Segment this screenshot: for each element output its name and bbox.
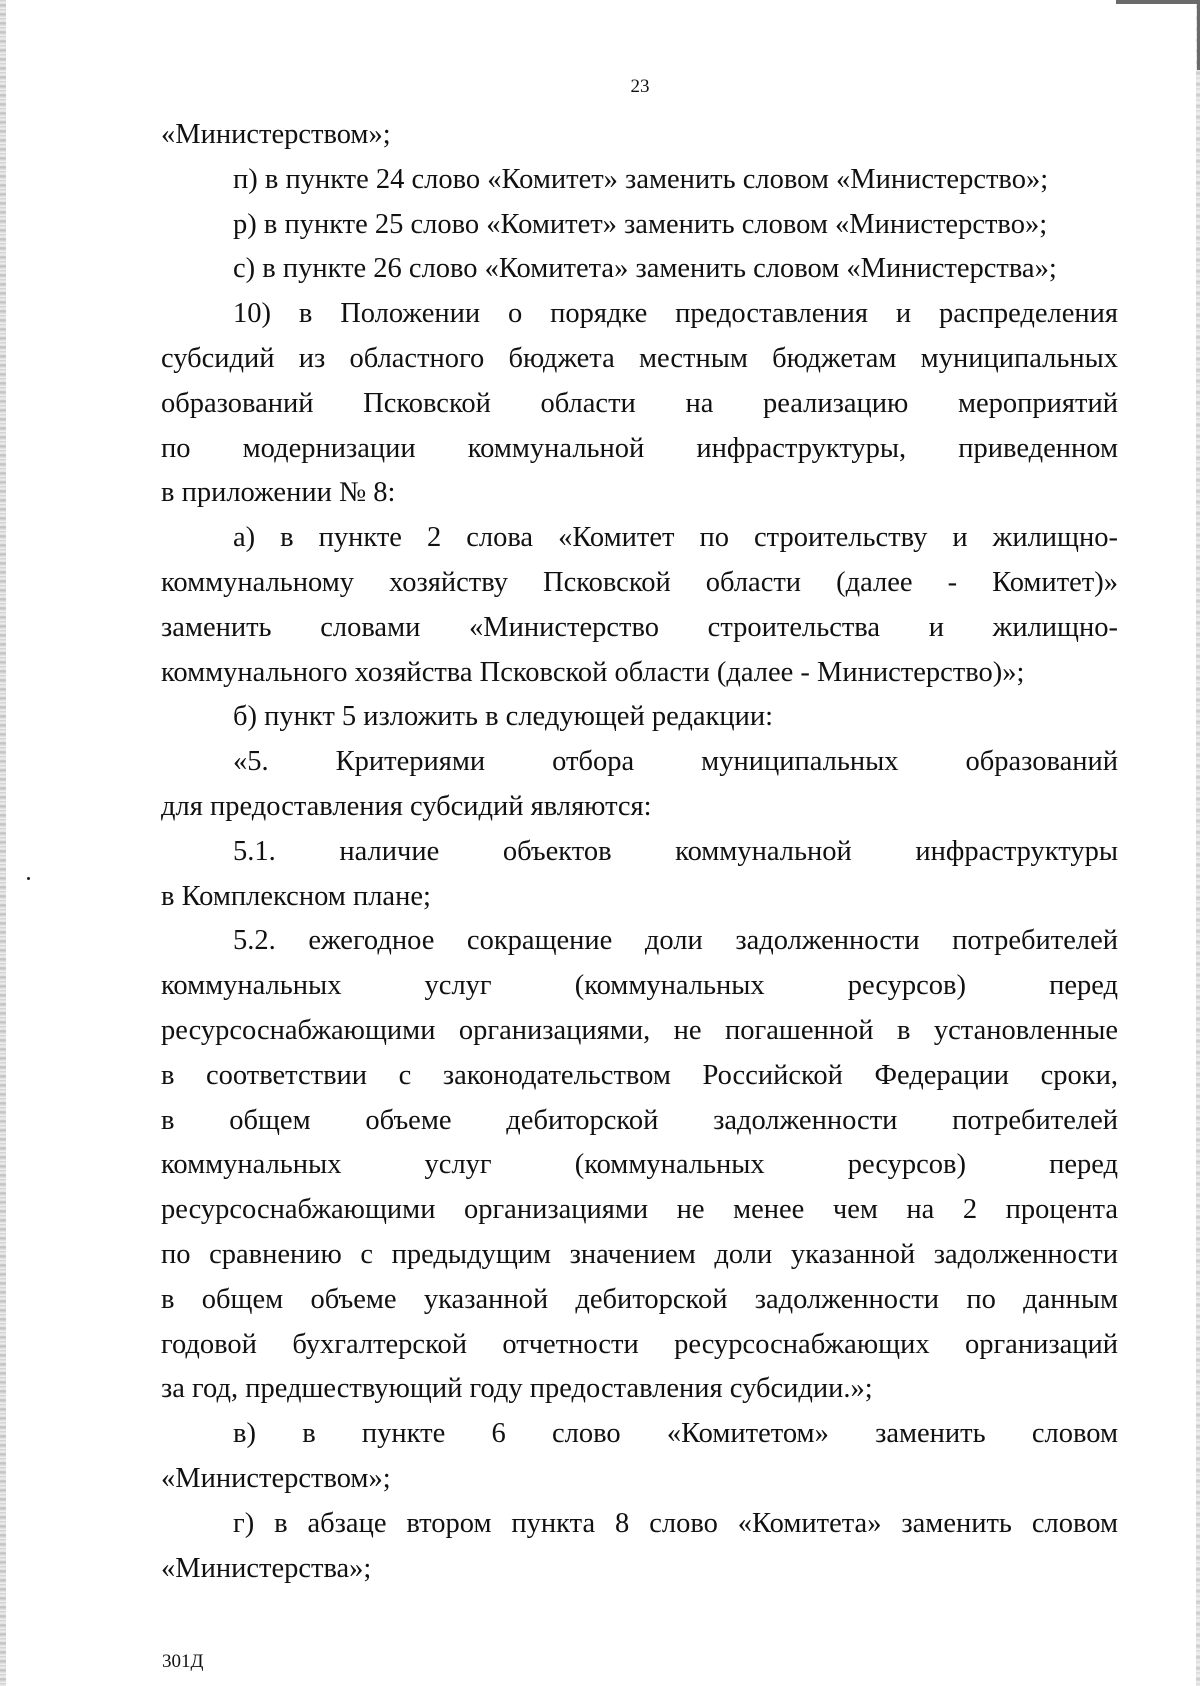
text-line: по модернизации коммунальной инфраструктуры, приведенном	[161, 432, 1118, 464]
scan-speck	[27, 877, 30, 880]
text-line: 5.1. наличие объектов коммунальной инфраструктуры	[233, 835, 1118, 867]
text-line: «5. Критериями отбора муниципальных образований	[233, 746, 1118, 778]
text-line: в соответствии с законодательством Российской Федерации сроки,	[161, 1059, 1118, 1091]
text-line: годовой бухгалтерской отчетности ресурсоснабжающих организаций	[161, 1328, 1118, 1360]
text-line: коммунального хозяйства Псковской области (далее - Министерство)»;	[161, 656, 1025, 688]
text-line: для предоставления субсидий являются:	[161, 790, 652, 822]
text-line: образований Псковской области на реализацию мероприятий	[161, 387, 1118, 419]
text-line: по сравнению с предыдущим значением доли указанной задолженности	[161, 1238, 1118, 1270]
text-line: г) в абзаце втором пункта 8 слово «Комитета» заменить словом	[233, 1507, 1118, 1539]
document-body	[161, 113, 1118, 1591]
text-line: в общем объеме указанной дебиторской задолженности по данным	[161, 1283, 1118, 1315]
scan-left-edge	[0, 0, 6, 1686]
text-line: 10) в Положении о порядке предоставления и распределения	[233, 298, 1118, 330]
text-line: р) в пункте 25 слово «Комитет» заменить словом «Министерство»;	[233, 208, 1048, 240]
document-code: 301Д	[162, 1651, 204, 1672]
page-number: 23	[630, 76, 650, 97]
text-line: коммунальному хозяйству Псковской области (далее - Комитет)»	[161, 566, 1118, 598]
text-line: 5.2. ежегодное сокращение доли задолженности потребителей	[233, 925, 1118, 957]
text-line: в приложении № 8:	[161, 477, 396, 509]
scan-corner-mark	[1116, 0, 1200, 4]
text-line: «Министерством»;	[161, 1462, 391, 1494]
text-line: с) в пункте 26 слово «Комитета» заменить словом «Министерства»;	[233, 253, 1057, 285]
text-line: а) в пункте 2 слова «Комитет по строительству и жилищно-	[233, 522, 1118, 554]
text-line: в общем объеме дебиторской задолженности потребителей	[161, 1104, 1118, 1136]
text-line: ресурсоснабжающими организациями не менее чем на 2 процента	[161, 1194, 1118, 1226]
text-line: субсидий из областного бюджета местным бюджетам муниципальных	[161, 342, 1118, 374]
scan-right-edge	[1196, 0, 1200, 1686]
text-line: «Министерства»;	[161, 1552, 372, 1584]
text-line: в) в пункте 6 слово «Комитетом» заменить словом	[233, 1418, 1118, 1450]
text-line: б) пункт 5 изложить в следующей редакции:	[233, 701, 774, 733]
text-line: «Министерством»;	[161, 119, 391, 150]
text-line: коммунальных услуг (коммунальных ресурсов) перед	[161, 1149, 1118, 1181]
text-line: в Комплексном плане;	[161, 880, 431, 912]
text-line: за год, предшествующий году предоставления субсидии.»;	[161, 1373, 873, 1405]
text-line: ресурсоснабжающими организациями, не погашенной в установленные	[161, 1014, 1118, 1046]
text-line: коммунальных услуг (коммунальных ресурсов) перед	[161, 970, 1118, 1002]
text-line: заменить словами «Министерство строительства и жилищно-	[161, 611, 1118, 643]
text-line: п) в пункте 24 слово «Комитет» заменить словом «Министерство»;	[233, 163, 1049, 195]
